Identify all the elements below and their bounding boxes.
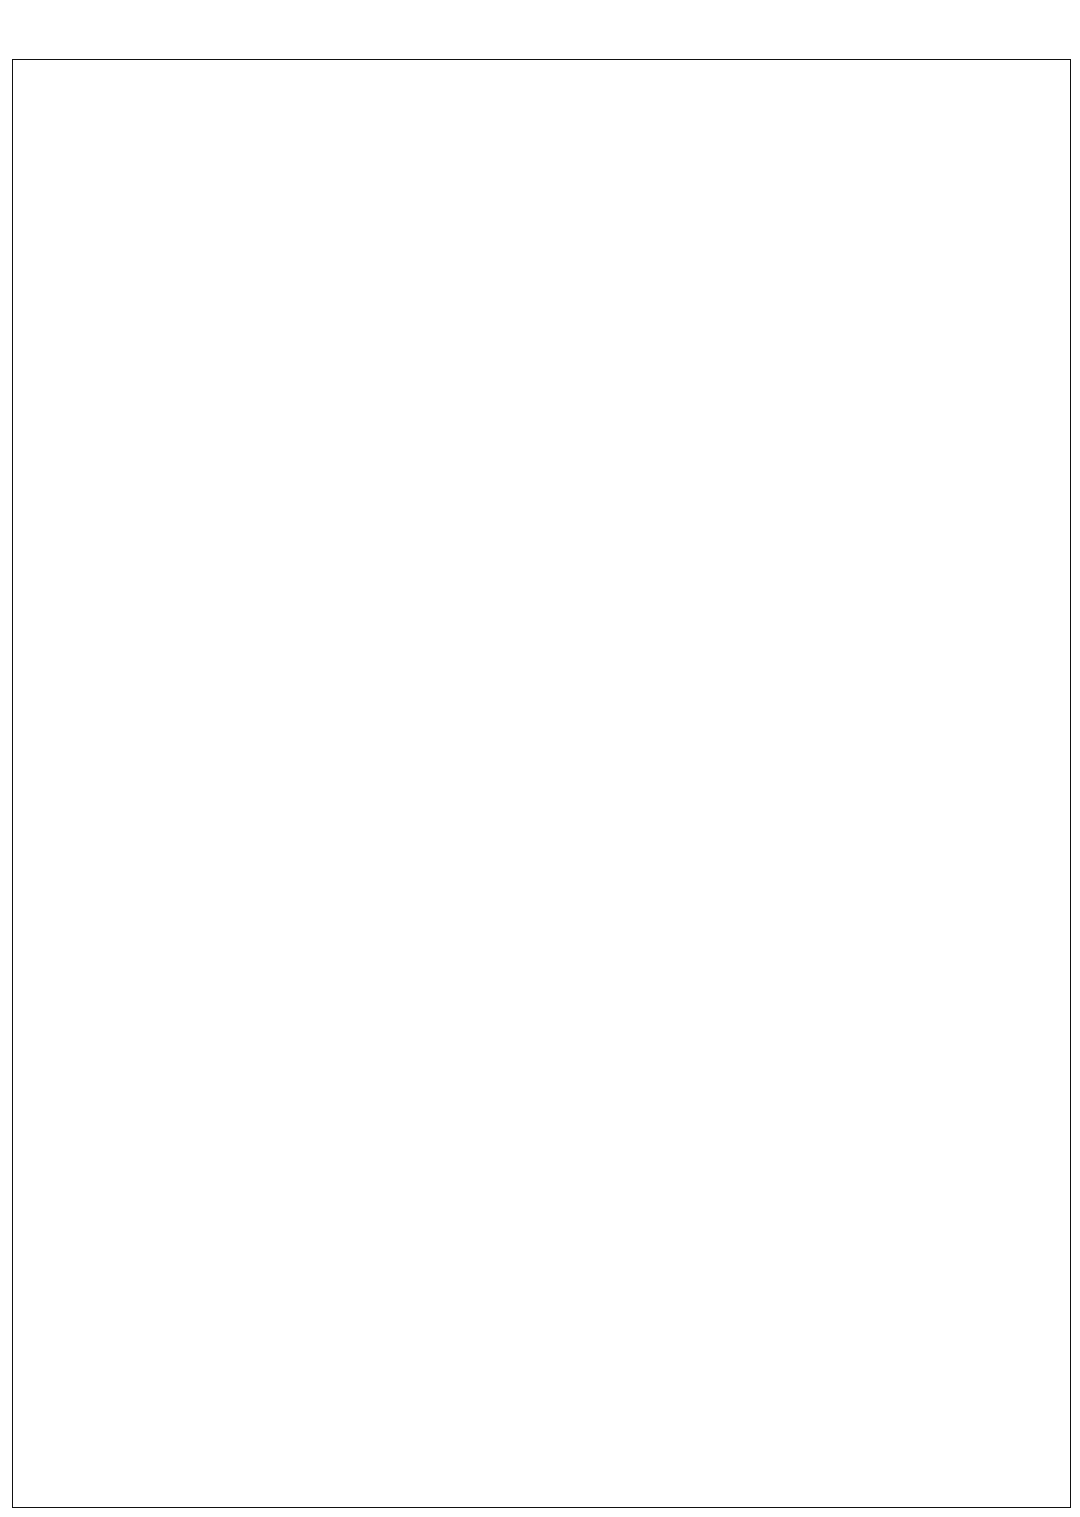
lims-table — [12, 59, 1071, 1508]
